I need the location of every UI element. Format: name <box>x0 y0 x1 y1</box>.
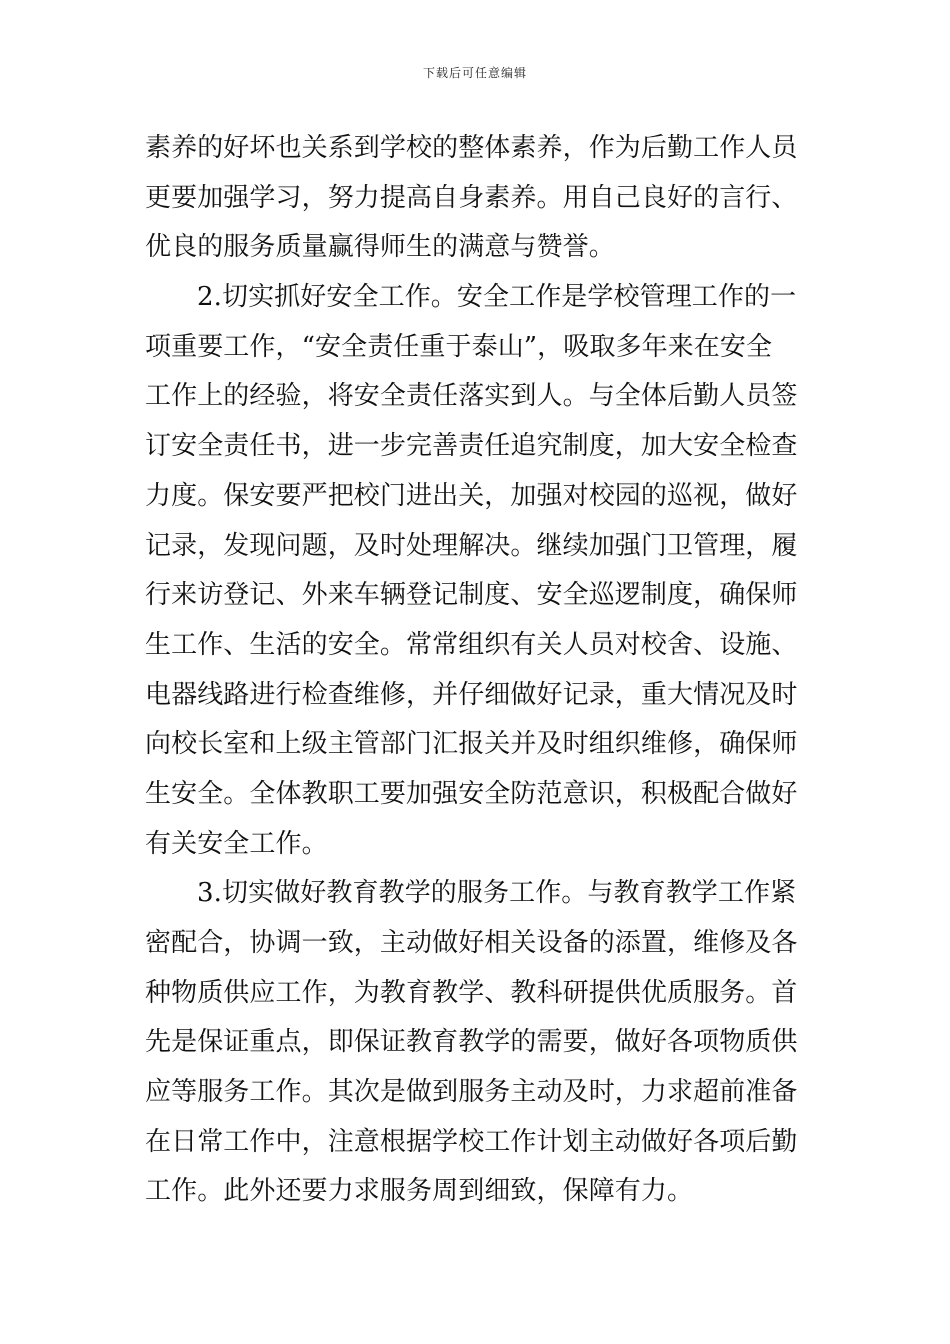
paragraph-1-line-2: 更要加强学习，努力提高自身素养。用自己良好的言行、 <box>145 182 798 213</box>
paragraph-2-line-8: 生工作、生活的安全。常常组织有关人员对校舍、设施、 <box>145 629 798 660</box>
paragraph-2-line-5: 力度。保安要严把校门进出关，加强对校园的巡视，做好 <box>145 480 798 511</box>
paragraph-3-line-1: 3.切实做好教育教学的服务工作。与教育教学工作紧 <box>197 878 797 909</box>
paragraph-3-line-4: 先是保证重点，即保证教育教学的需要，做好各项物质供 <box>145 1027 798 1058</box>
paragraph-2-line-12: 有关安全工作。 <box>145 828 328 859</box>
paragraph-3-line-3: 种物质供应工作，为教育教学、教科研提供优质服务。首 <box>145 977 798 1008</box>
paragraph-2-line-2: 项重要工作，“安全责任重于泰山”，吸取多年来在安全 <box>145 331 773 362</box>
paragraph-1-line-1: 素养的好坏也关系到学校的整体素养，作为后勤工作人员 <box>145 133 798 163</box>
paragraph-2-line-6: 记录，发现问题，及时处理解决。继续加强门卫管理，履 <box>145 530 798 561</box>
paragraph-1-line-3: 优良的服务质量赢得师生的满意与赞誉。 <box>145 232 615 263</box>
paragraph-2-line-11: 生安全。全体教职工要加强安全防范意识，积极配合做好 <box>145 778 798 809</box>
paragraph-2-line-1: 2.切实抓好安全工作。安全工作是学校管理工作的一 <box>197 282 797 313</box>
paragraph-2-line-4: 订安全责任书，进一步完善责任追究制度，加大安全检查 <box>145 431 798 462</box>
paragraph-2-line-10: 向校长室和上级主管部门汇报关并及时组织维修，确保师 <box>145 729 798 760</box>
header-note: 下载后可任意编辑 <box>422 66 527 80</box>
paragraph-2-line-7: 行来访登记、外来车辆登记制度、安全巡逻制度，确保师 <box>145 580 798 611</box>
document-body <box>145 124 815 1217</box>
paragraph-3-line-6: 在日常工作中，注意根据学校工作计划主动做好各项后勤 <box>145 1126 798 1157</box>
paragraph-2-line-3: 工作上的经验，将安全责任落实到人。与全体后勤人员签 <box>145 381 798 412</box>
paragraph-3-line-2: 密配合，协调一致，主动做好相关设备的添置，维修及各 <box>145 928 798 958</box>
paragraph-3-line-7: 工作。此外还要力求服务周到细致，保障有力。 <box>145 1176 694 1207</box>
paragraph-3-line-5: 应等服务工作。其次是做到服务主动及时，力求超前准备 <box>145 1077 798 1108</box>
paragraph-2-line-9: 电器线路进行检查维修，并仔细做好记录，重大情况及时 <box>145 679 798 710</box>
